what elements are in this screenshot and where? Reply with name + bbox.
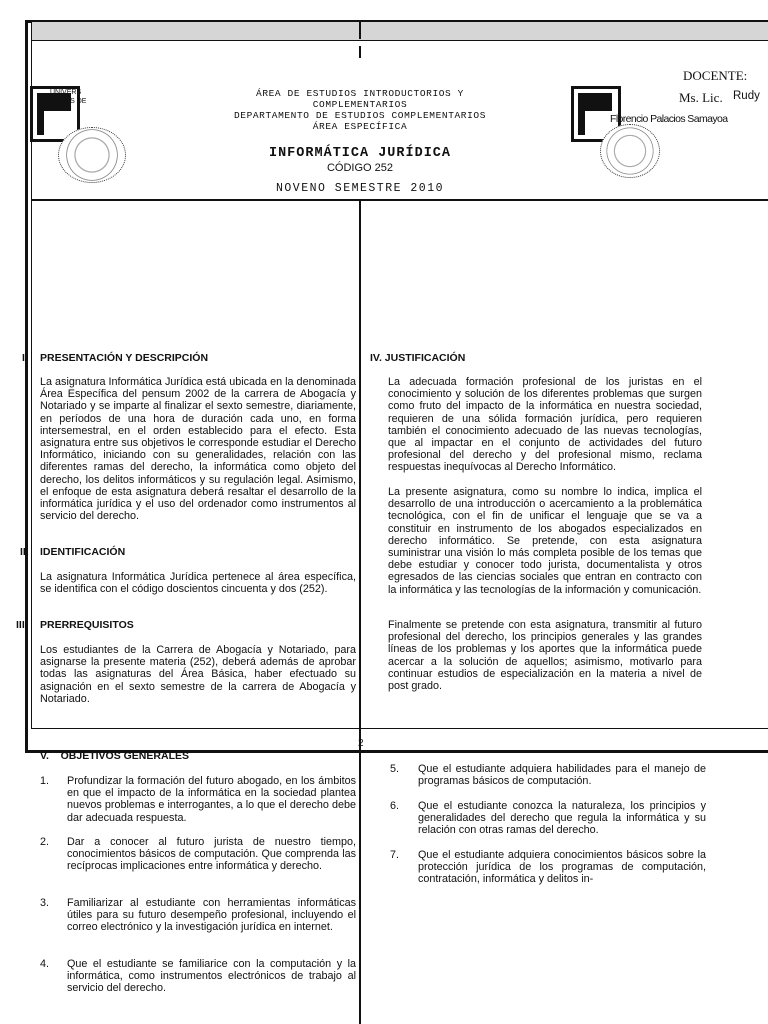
- objectives-title: V. OBJETIVOS GENERALES: [40, 750, 189, 762]
- page-number: 2: [358, 738, 364, 749]
- objective-7-number: 7.: [390, 849, 400, 861]
- justification-paragraph-2: La presente asignatura, como su nombre lo indica, implica el desarrollo de una introducción o acercamiento a la problemática tecnológica, con el fin de unificar el lenguaje que se va a constituir en instrumento de los abogados especializados en derecho informático. Se pretende, con esta asignatura suministrar una visión lo más completa posible de los temas que debe estudiar y conocer todo jurista, documentalista y otros egresados de las ciencias sociales que entran en contracto con la informática y las tecnologías de la información y comunicación.: [388, 486, 702, 596]
- objective-3-text: Familiarizar al estudiante con herramientas informáticas útiles para su futuro desempeño profesional, incluyendo el correo electrónico y la investigación jurídica en internet.: [67, 897, 356, 934]
- objective-1-text: Profundizar la formación del futuro abogado, en los ámbitos en que el impacto de la informática en la sociedad plantea nuevos problemas e interrogantes, a lo que el derecho debe dar adecuada respuesta.: [67, 775, 356, 824]
- university-name-line1: UNIVERS: [50, 89, 82, 96]
- area-line1: ÁREA DE ESTUDIOS INTRODUCTORIOS Y: [256, 88, 464, 99]
- band-divider: [359, 21, 361, 39]
- objective-6-text: Que el estudiante conozca la naturaleza, los principios y generalidades del derecho que regula la informática y su relación con otras ramas del derecho.: [418, 800, 706, 837]
- header-rule: [31, 199, 768, 201]
- section-3-text: Los estudiantes de la Carrera de Abogacía y Notariado, para asignarse la presente materia (252), deberá además de aprobar todas las asignaturas del Área Básica, haber efectuado su asignación en el sexto semestre de la carrera de Abogacía y Notariado.: [40, 644, 356, 705]
- course-code: CÓDIGO 252: [326, 162, 394, 174]
- university-name-line2: CARLOS DE: [46, 98, 87, 105]
- docente-label: DOCENTE:: [683, 68, 748, 83]
- objective-2-number: 2.: [40, 836, 50, 848]
- semester: NOVENO SEMESTRE 2010: [275, 182, 445, 195]
- area-line2: COMPLEMENTARIOS: [312, 99, 408, 110]
- section-4-title: IV. JUSTIFICACIÓN: [370, 352, 466, 364]
- section-3-number: III.: [16, 619, 28, 631]
- section-1-text: La asignatura Informática Jurídica está ubicada en la denominada Área Específica del pensum 2002 de la carrera de Abogacía y Notariado y se imparte al finalizar el sexto semestre, diariamente, en períodos de una hora de duración cada uno, en forma intersemestral, en el orden establecido para el efecto. Esta asignatura entre sus objetivos le corresponde estudiar el Derecho Informático, iniciando con su generalidades, relación con las diferentes ramas del derecho, la informática como objeto del derecho, los delitos informáticos y su regulación legal. Asimismo, el enfoque de esta asignatura deberá resaltar el desarrollo de la informática jurídica y el uso del ordenador como instrumentos al servicio del derecho.: [40, 376, 356, 523]
- objective-3-number: 3.: [40, 897, 50, 909]
- university-seal-right: [600, 124, 660, 178]
- objective-5-text: Que el estudiante adquiera habilidades para el manejo de programas básicos de computación.: [418, 763, 706, 788]
- objective-5-number: 5.: [390, 763, 400, 775]
- section-3-title: PRERREQUISITOS: [40, 619, 134, 631]
- university-seal-left: [58, 127, 126, 183]
- section-2-title: IDENTIFICACIÓN: [40, 546, 126, 558]
- objective-6-number: 6.: [390, 800, 400, 812]
- column-divider: [359, 200, 361, 1024]
- department-line: DEPARTAMENTO DE ESTUDIOS COMPLEMENTARIOS: [233, 110, 487, 121]
- objective-4-text: Que el estudiante se familiarice con la computación y la informática, como instrumentos electrónicos de trabajo al servicio del derecho.: [67, 958, 356, 995]
- objective-7-text: Que el estudiante adquiera conocimientos básicos sobre la protección jurídica de los programas de computación, contratación, informática y delitos in-: [418, 849, 706, 886]
- objective-1-number: 1.: [40, 775, 50, 787]
- docente-title: Ms. Lic.: [679, 90, 723, 105]
- section-1-title: PRESENTACIÓN Y DESCRIPCIÓN: [40, 352, 209, 364]
- section-2-text: La asignatura Informática Jurídica pertenece al área específica, se identifica con el código doscientos cincuenta y dos (252).: [40, 571, 356, 596]
- header-tick: [359, 46, 361, 58]
- objective-4-number: 4.: [40, 958, 50, 970]
- justification-paragraph-1: La adecuada formación profesional de los juristas en el conocimiento y solución de los diferentes problemas que surgen como fruto del impacto de la informática en nuestra sociedad, requieren de una sólida formación jurídica, pero requieren también el conocimiento adecuado de las nuevas tecnologías, que al impactar en el conjunto de actividades del futuro profesional del derecho y del profesional mismo, reclama respuestas inequívocas al Derecho Informático.: [388, 376, 702, 474]
- section-2-number: II.: [20, 546, 29, 558]
- docente-first-name: Rudy: [733, 90, 760, 102]
- course-title: INFORMÁTICA JURÍDICA: [268, 146, 452, 161]
- objective-2-text: Dar a conocer al futuro jurista de nuestro tiempo, conocimientos básicos de computación. Que comprenda las recíprocas implicaciones entre informática y derecho.: [67, 836, 356, 873]
- justification-paragraph-3: Finalmente se pretende con esta asignatura, transmitir al futuro profesional del derecho, los principios generales y las grandes líneas de los problemas y los aportes que la informática puede acercar a la solución de aquellos; asimismo, motivarlo para continuar estudios de especialización en la materia a nivel de post grado.: [388, 619, 702, 693]
- area-especifica: ÁREA ESPECÍFICA: [312, 121, 408, 132]
- section-1-number: I.: [22, 352, 28, 364]
- header-band: [32, 22, 768, 41]
- docente-name: Florencio Palacios Samayoa: [610, 113, 728, 125]
